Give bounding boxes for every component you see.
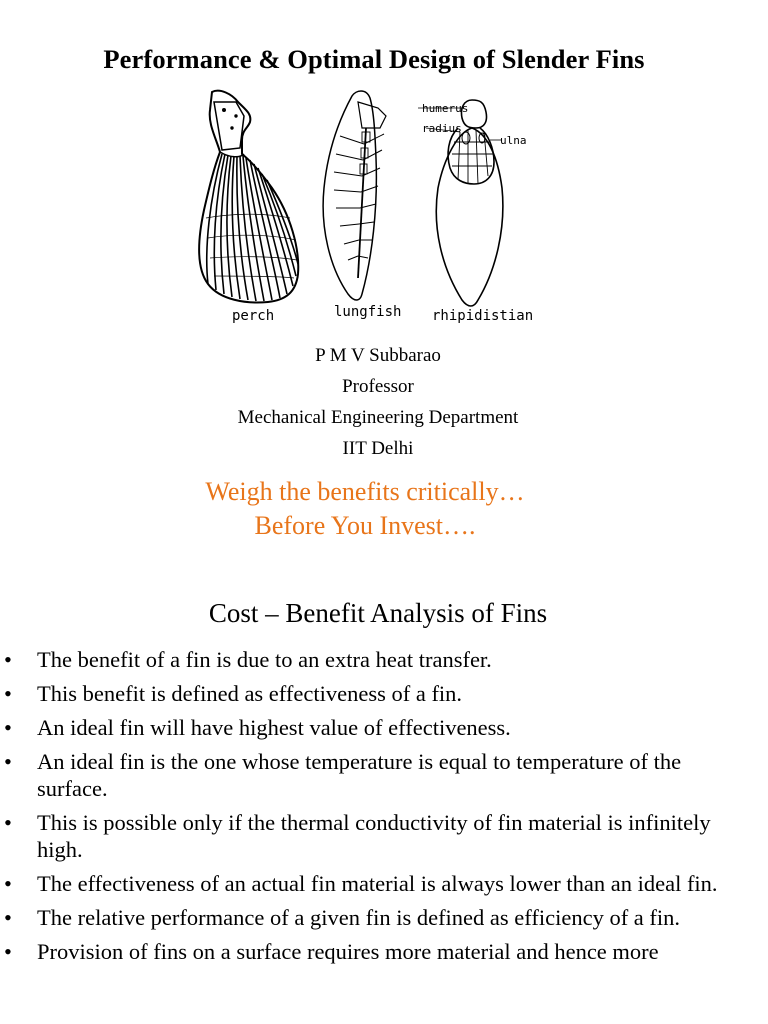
radius-label: radius: [422, 122, 462, 135]
list-item: [0, 748, 768, 802]
author-name: P M V Subbarao: [315, 345, 441, 366]
bullet-text: The relative performance of a given fin is defined as efficiency of a fin.: [37, 905, 681, 930]
bullet-marker: •: [4, 647, 12, 672]
author-institute: IIT Delhi: [342, 438, 414, 459]
section-title: Cost – Benefit Analysis of Fins: [208, 598, 548, 628]
bullet-text: An ideal fin will have highest value of effectiveness.: [37, 715, 511, 740]
bullet-marker: •: [4, 715, 12, 740]
tagline-line-1: Weigh the benefits critically…: [205, 477, 525, 506]
list-item: [0, 809, 768, 863]
fin-evolution-figure: [190, 88, 560, 330]
perch-fin-drawing: [199, 91, 298, 303]
fin-illustration: [190, 88, 560, 330]
lungfish-fin-drawing: [323, 91, 386, 300]
bullet-text: This benefit is defined as effectiveness of a fin.: [37, 681, 463, 706]
list-item: [0, 904, 768, 931]
bullet-text: This is possible only if the thermal conductivity of fin material is infinitely high.: [37, 810, 711, 862]
bullet-marker: •: [4, 905, 12, 930]
list-item: [0, 938, 768, 965]
bullet-text: Provision of fins on a surface requires more material and hence more: [37, 939, 659, 964]
author-department: Mechanical Engineering Department: [237, 407, 519, 428]
slide-title: Performance & Optimal Design of Slender Fins: [103, 44, 645, 74]
bullet-text: The benefit of a fin is due to an extra heat transfer.: [37, 647, 492, 672]
list-item: [0, 646, 768, 673]
bullet-text: An ideal fin is the one whose temperature is equal to temperature of the surface.: [37, 749, 682, 801]
list-item: [0, 870, 768, 897]
list-item: [0, 714, 768, 741]
humerus-label: humerus: [422, 102, 469, 115]
list-item: [0, 680, 768, 707]
rhipidistian-label: rhipidistian: [432, 308, 534, 324]
bullet-marker: •: [4, 749, 12, 774]
ulna-label: ulna: [500, 134, 527, 147]
perch-label: perch: [232, 308, 275, 324]
bullet-marker: •: [4, 810, 12, 835]
bullet-list: [0, 646, 768, 972]
bullet-marker: •: [4, 939, 12, 964]
bullet-text: The effectiveness of an actual fin material is always lower than an ideal fin.: [37, 871, 718, 896]
tagline-line-2: Before You Invest….: [254, 511, 476, 540]
author-position: Professor: [342, 376, 414, 397]
lungfish-label: lungfish: [334, 304, 402, 320]
bullet-marker: •: [4, 871, 12, 896]
bullet-marker: •: [4, 681, 12, 706]
